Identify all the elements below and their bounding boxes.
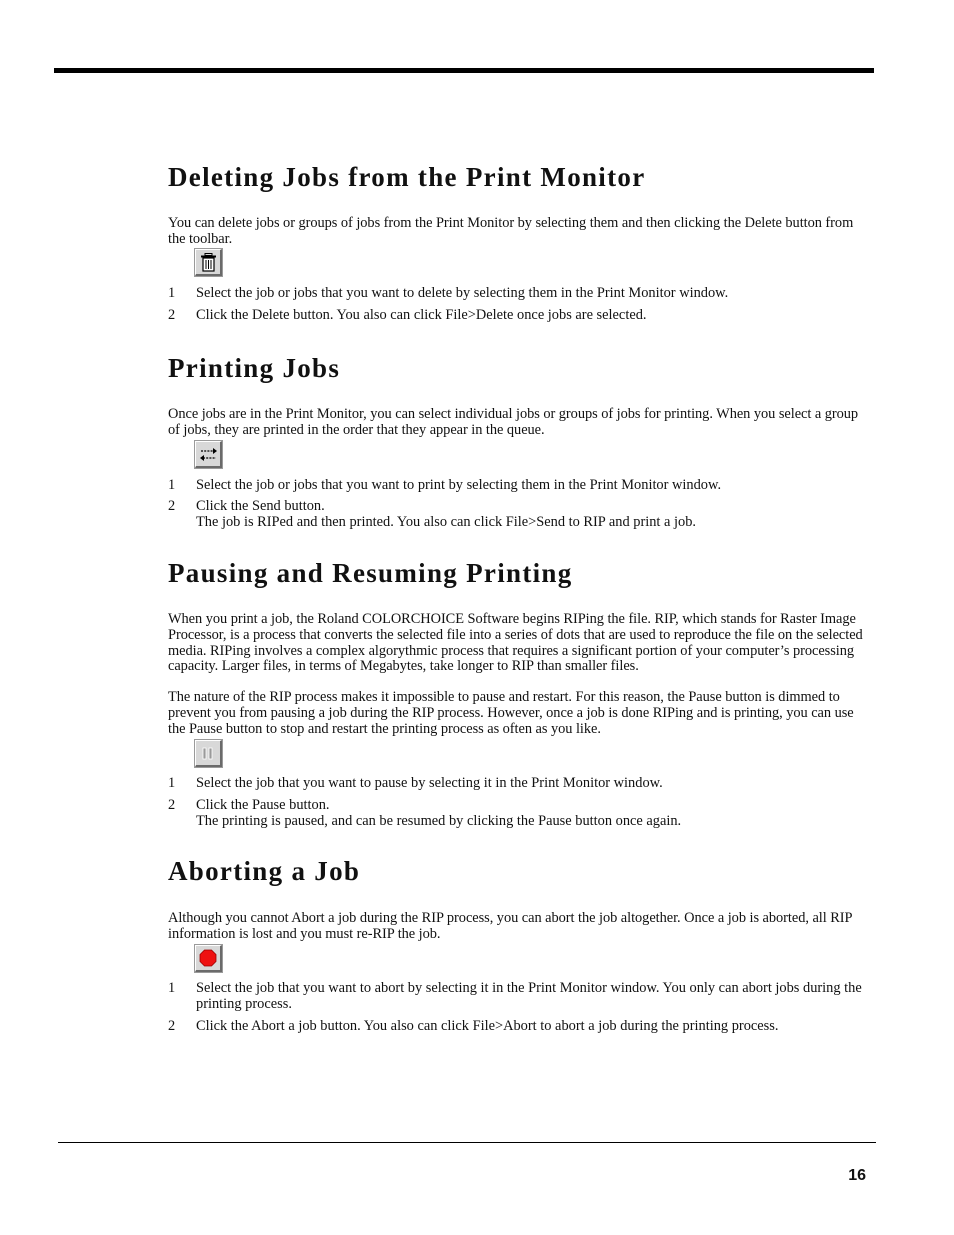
- step-abort-2: [168, 1018, 872, 1034]
- send-arrows-icon: [199, 447, 218, 462]
- heading-deleting-jobs: Deleting Jobs from the Print Monitor: [168, 162, 646, 192]
- bottom-rule: [58, 1142, 876, 1143]
- paragraph-pausing-2: The nature of the RIP process makes it impossible to pause and restart. For this reason, the Pause button is dimmed to prevent you from pausing a job during the RIP process. However, once a job is done RIPing and is printing, you can use the Pause button to stop and restart the printing process as often as you like.: [168, 689, 854, 737]
- step-number: 1: [168, 775, 176, 791]
- paragraph-aborting: Although you cannot Abort a job during the RIP process, you can abort the job altogether. Once a job is aborted, all RIP information is lost and you must re-RIP the job.: [168, 910, 852, 942]
- pause-button[interactable]: [195, 740, 222, 767]
- step-note: The printing is paused, and can be resumed by clicking the Pause button once again.: [196, 813, 682, 829]
- paragraph-pausing-1: When you print a job, the Roland COLORCHOICE Software begins RIPing the file. RIP, which stands for Raster Image Processor, is a process that converts the selected file into a series of dots that are used to reproduce the file on the selected media. RIPing involves a complex algorythmic process that requires a significant portion of your computer’s processing capacity. Larger files, in terms of Megabytes, take longer to RIP than smaller files.: [168, 611, 863, 675]
- step-text: Select the job or jobs that you want to delete by selecting them in the Print Monitor window.: [196, 285, 729, 301]
- step-text: Click the Pause button.: [196, 797, 330, 813]
- step-number: 2: [168, 498, 176, 514]
- heading-printing-jobs: Printing Jobs: [168, 353, 341, 383]
- step-number: 2: [168, 307, 176, 323]
- step-print-1: [168, 477, 872, 493]
- page-number: 16: [848, 1167, 866, 1184]
- step-print-2: [168, 498, 872, 530]
- step-text: Select the job or jobs that you want to print by selecting them in the Print Monitor window.: [196, 477, 722, 493]
- step-text: Select the job that you want to abort by selecting it in the Print Monitor window. You only can abort jobs during the printing process.: [196, 980, 862, 1012]
- step-delete-1: [168, 285, 872, 301]
- step-note: The job is RIPed and then printed. You also can click File>Send to RIP and print a job.: [196, 514, 697, 530]
- step-pause-1: [168, 775, 872, 791]
- step-pause-2: [168, 797, 872, 829]
- pause-icon: [201, 747, 215, 760]
- delete-button[interactable]: [195, 249, 222, 276]
- step-number: 2: [168, 797, 176, 813]
- step-number: 1: [168, 477, 176, 493]
- heading-pausing-resuming: Pausing and Resuming Printing: [168, 558, 573, 588]
- stop-icon: [199, 949, 217, 967]
- abort-button[interactable]: [195, 945, 222, 972]
- heading-aborting-job: Aborting a Job: [168, 856, 361, 886]
- step-text: Click the Delete button. You also can click File>Delete once jobs are selected.: [196, 307, 647, 323]
- step-number: 1: [168, 980, 176, 996]
- paragraph-deleting-jobs: You can delete jobs or groups of jobs from the Print Monitor by selecting them and then clicking the Delete button from the toolbar.: [168, 215, 854, 247]
- trash-icon: [200, 253, 217, 272]
- step-text: Click the Abort a job button. You also can click File>Abort to abort a job during the printing process.: [196, 1018, 779, 1034]
- step-text: Click the Send button.: [196, 498, 325, 514]
- top-rule: [54, 68, 874, 73]
- send-button[interactable]: [195, 441, 222, 468]
- step-number: 2: [168, 1018, 176, 1034]
- step-abort-1: [168, 980, 872, 1012]
- step-delete-2: [168, 307, 872, 323]
- step-number: 1: [168, 285, 176, 301]
- step-text: Select the job that you want to pause by selecting it in the Print Monitor window.: [196, 775, 663, 791]
- paragraph-printing-jobs: Once jobs are in the Print Monitor, you can select individual jobs or groups of jobs for printing. When you select a group of jobs, they are printed in the order that they appear in the queue.: [168, 406, 859, 438]
